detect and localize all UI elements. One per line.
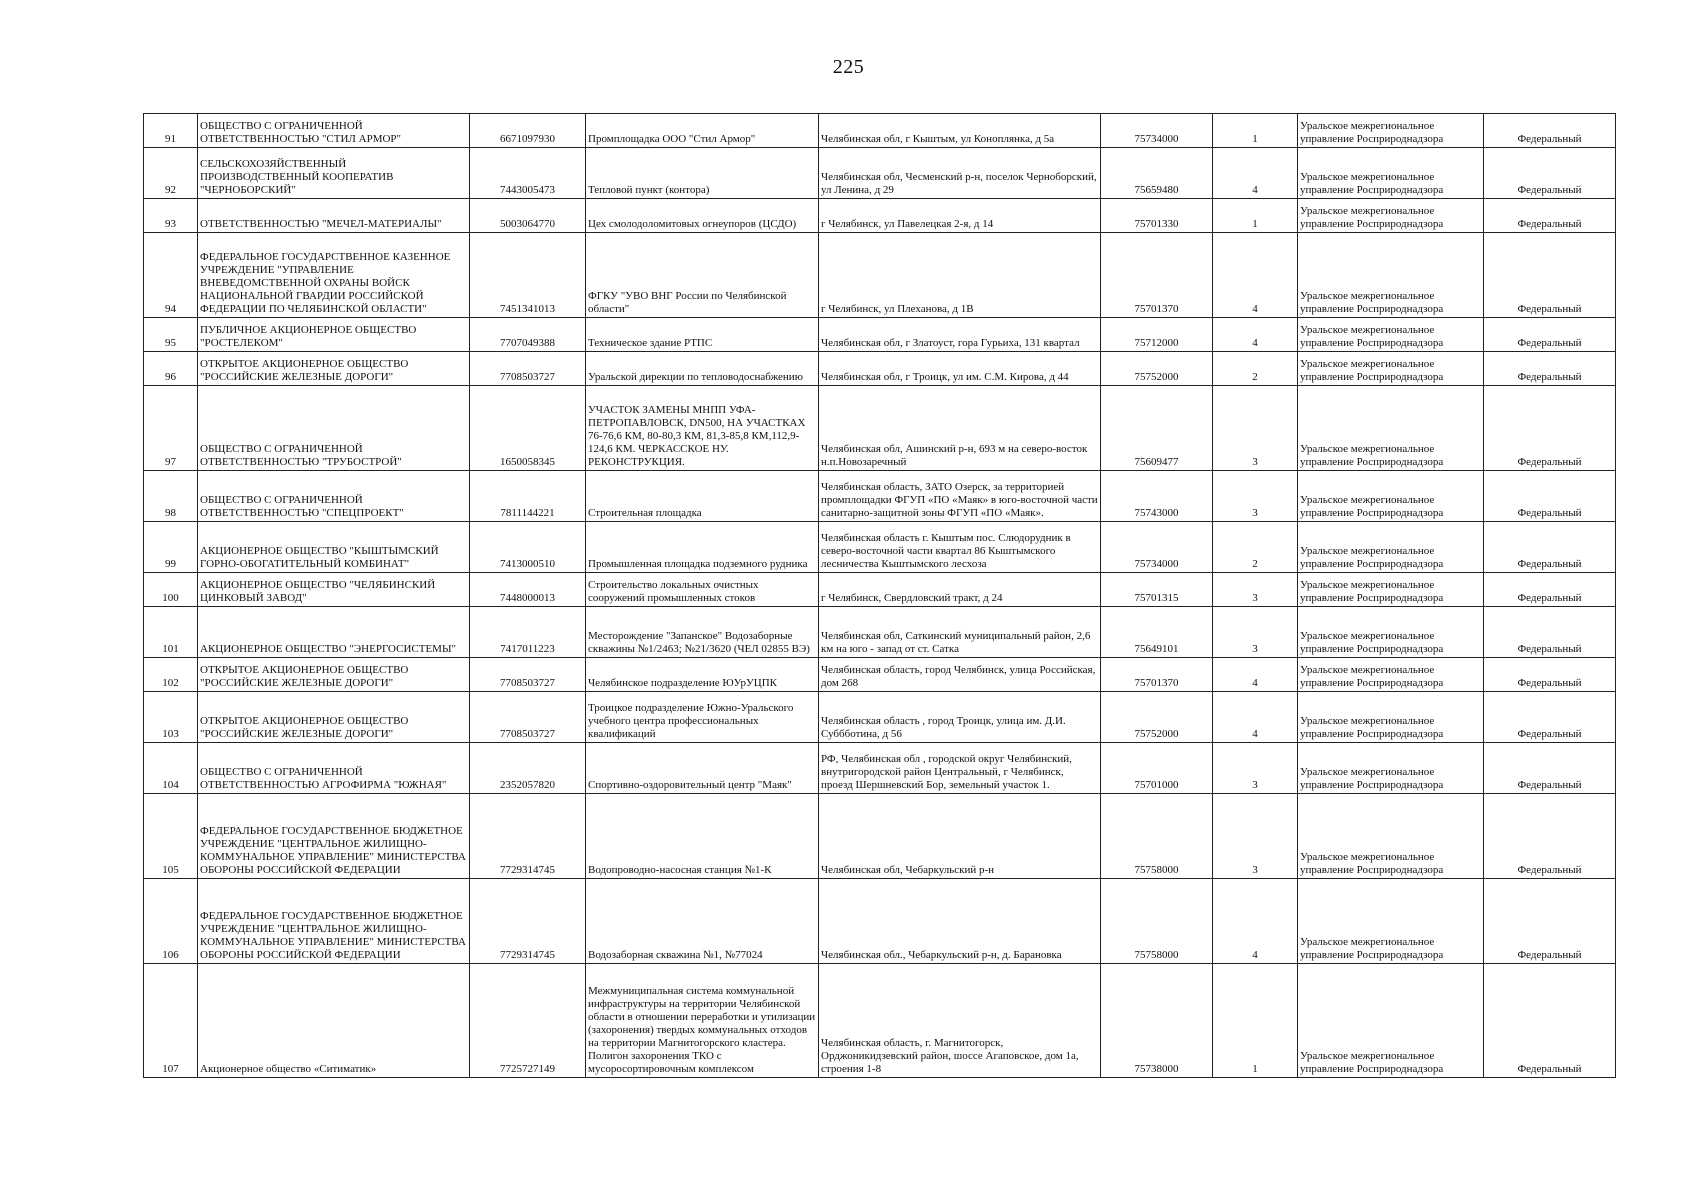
oktmo-code: 75701370 xyxy=(1101,658,1213,692)
inn: 7417011223 xyxy=(470,607,586,658)
oktmo-code: 75609477 xyxy=(1101,386,1213,471)
row-number: 106 xyxy=(144,879,198,964)
object-address: Челябинская область, ЗАТО Озерск, за территорией промплощадки ФГУП «ПО «Маяк» в юго-восточной части санитарно-защитной зоны ФГУП «ПО «Маяк». xyxy=(819,471,1101,522)
row-number: 93 xyxy=(144,199,198,233)
inn: 7448000013 xyxy=(470,573,586,607)
object-name: Тепловой пункт (контора) xyxy=(586,148,819,199)
supervisory-agency: Уральское межрегиональное управление Росприроднадзора xyxy=(1298,233,1484,318)
object-address: Челябинская область г. Кыштым пос. Слюдорудник в северо-восточной части квартал 86 Кыштымского лесничества Кыштымского лесхоза xyxy=(819,522,1101,573)
supervision-level: Федеральный xyxy=(1484,692,1616,743)
supervision-level: Федеральный xyxy=(1484,879,1616,964)
supervisory-agency: Уральское межрегиональное управление Росприроднадзора xyxy=(1298,607,1484,658)
organization-name: ФЕДЕРАЛЬНОЕ ГОСУДАРСТВЕННОЕ БЮДЖЕТНОЕ УЧРЕЖДЕНИЕ "ЦЕНТРАЛЬНОЕ ЖИЛИЩНО-КОММУНАЛЬНОЕ УПРАВЛЕНИЕ" МИНИСТЕРСТВА ОБОРОНЫ РОССИЙСКОЙ ФЕДЕРАЦИИ xyxy=(198,794,470,879)
row-number: 98 xyxy=(144,471,198,522)
row-number: 97 xyxy=(144,386,198,471)
oktmo-code: 75734000 xyxy=(1101,114,1213,148)
row-number: 101 xyxy=(144,607,198,658)
supervisory-agency: Уральское межрегиональное управление Росприроднадзора xyxy=(1298,199,1484,233)
risk-category: 2 xyxy=(1213,522,1298,573)
object-address: Челябинская обл, г Троицк, ул им. С.М. Кирова, д 44 xyxy=(819,352,1101,386)
object-address: Челябинская обл, г Златоуст, гора Гурьиха, 131 квартал xyxy=(819,318,1101,352)
row-number: 107 xyxy=(144,964,198,1078)
table-row xyxy=(144,318,1616,352)
supervisory-agency: Уральское межрегиональное управление Росприроднадзора xyxy=(1298,573,1484,607)
supervision-level: Федеральный xyxy=(1484,658,1616,692)
supervision-level: Федеральный xyxy=(1484,964,1616,1078)
supervision-level: Федеральный xyxy=(1484,522,1616,573)
object-address: Челябинская область, город Челябинск, улица Российская, дом 268 xyxy=(819,658,1101,692)
inn: 7729314745 xyxy=(470,794,586,879)
risk-category: 4 xyxy=(1213,148,1298,199)
object-address: г Челябинск, ул Плеханова, д 1В xyxy=(819,233,1101,318)
inn: 2352057820 xyxy=(470,743,586,794)
page-number: 225 xyxy=(832,56,865,78)
oktmo-code: 75659480 xyxy=(1101,148,1213,199)
supervision-level: Федеральный xyxy=(1484,199,1616,233)
row-number: 100 xyxy=(144,573,198,607)
inn: 7707049388 xyxy=(470,318,586,352)
organization-name: АКЦИОНЕРНОЕ ОБЩЕСТВО "ЧЕЛЯБИНСКИЙ ЦИНКОВЫЙ ЗАВОД" xyxy=(198,573,470,607)
row-number: 105 xyxy=(144,794,198,879)
risk-category: 1 xyxy=(1213,964,1298,1078)
row-number: 99 xyxy=(144,522,198,573)
object-address: Челябинская обл, Саткинский муниципальный район, 2,6 км на юго - запад от ст. Сатка xyxy=(819,607,1101,658)
object-name: Межмуниципальная система коммунальной инфраструктуры на территории Челябинской области в отношении переработки и утилизации (захоронения) твердых коммунальных отходов на территории Магнитогорского кластера. Полигон захоронения ТКО с мусоросортировочным комплексом xyxy=(586,964,819,1078)
oktmo-code: 75701370 xyxy=(1101,233,1213,318)
object-name: Спортивно-оздоровительный центр "Маяк" xyxy=(586,743,819,794)
object-address: Челябинская область, г. Магнитогорск, Орджоникидзевский район, шоссе Агаповское, дом 1а, строения 1-8 xyxy=(819,964,1101,1078)
table-row xyxy=(144,522,1616,573)
risk-category: 1 xyxy=(1213,199,1298,233)
risk-category: 3 xyxy=(1213,471,1298,522)
risk-category: 3 xyxy=(1213,386,1298,471)
object-address: РФ, Челябинская обл , городской округ Челябинский, внутригородской район Центральный, г Челябинск, проезд Шершневский Бор, земельный участок 1. xyxy=(819,743,1101,794)
object-name: Промплощадка ООО "Стил Армор" xyxy=(586,114,819,148)
table-row xyxy=(144,879,1616,964)
oktmo-code: 75758000 xyxy=(1101,879,1213,964)
object-name: Месторождение "Запанское" Водозаборные скважины №1/2463; №21/3620 (ЧЕЛ 02855 ВЭ) xyxy=(586,607,819,658)
object-address: г Челябинск, Свердловский тракт, д 24 xyxy=(819,573,1101,607)
supervision-level: Федеральный xyxy=(1484,318,1616,352)
risk-category: 3 xyxy=(1213,607,1298,658)
object-name: Техническое здание РТПС xyxy=(586,318,819,352)
organization-name: ОБЩЕСТВО С ОГРАНИЧЕННОЙ ОТВЕТСТВЕННОСТЬЮ "ТРУБОСТРОЙ" xyxy=(198,386,470,471)
object-address: Челябинская обл, Ашинский р-н, 693 м на северо-восток н.п.Новозаречный xyxy=(819,386,1101,471)
supervisory-agency: Уральское межрегиональное управление Росприроднадзора xyxy=(1298,114,1484,148)
organization-name: ОБЩЕСТВО С ОГРАНИЧЕННОЙ ОТВЕТСТВЕННОСТЬЮ "СТИЛ АРМОР" xyxy=(198,114,470,148)
oktmo-code: 75738000 xyxy=(1101,964,1213,1078)
organization-name: ПУБЛИЧНОЕ АКЦИОНЕРНОЕ ОБЩЕСТВО "РОСТЕЛЕКОМ" xyxy=(198,318,470,352)
object-name: Челябинское подразделение ЮУрУЦПК xyxy=(586,658,819,692)
risk-category: 4 xyxy=(1213,233,1298,318)
inn: 7413000510 xyxy=(470,522,586,573)
organization-name: ОТКРЫТОЕ АКЦИОНЕРНОЕ ОБЩЕСТВО "РОССИЙСКИЕ ЖЕЛЕЗНЫЕ ДОРОГИ" xyxy=(198,658,470,692)
inn: 5003064770 xyxy=(470,199,586,233)
table-row xyxy=(144,148,1616,199)
organization-name: ОТКРЫТОЕ АКЦИОНЕРНОЕ ОБЩЕСТВО "РОССИЙСКИЕ ЖЕЛЕЗНЫЕ ДОРОГИ" xyxy=(198,692,470,743)
table-row xyxy=(144,199,1616,233)
row-number: 103 xyxy=(144,692,198,743)
object-address: Челябинская обл, г Кыштым, ул Коноплянка, д 5а xyxy=(819,114,1101,148)
table-row xyxy=(144,114,1616,148)
risk-category: 3 xyxy=(1213,573,1298,607)
registry-table xyxy=(143,113,1616,1078)
row-number: 91 xyxy=(144,114,198,148)
table-row xyxy=(144,743,1616,794)
inn: 7443005473 xyxy=(470,148,586,199)
risk-category: 4 xyxy=(1213,879,1298,964)
inn: 7725727149 xyxy=(470,964,586,1078)
row-number: 95 xyxy=(144,318,198,352)
table-row xyxy=(144,352,1616,386)
risk-category: 4 xyxy=(1213,658,1298,692)
organization-name: ОБЩЕСТВО С ОГРАНИЧЕННОЙ ОТВЕТСТВЕННОСТЬЮ "СПЕЦПРОЕКТ" xyxy=(198,471,470,522)
object-name: Промышленная площадка подземного рудника xyxy=(586,522,819,573)
object-name: Строительство локальных очистных сооружений промышленных стоков xyxy=(586,573,819,607)
supervisory-agency: Уральское межрегиональное управление Росприроднадзора xyxy=(1298,658,1484,692)
organization-name: АКЦИОНЕРНОЕ ОБЩЕСТВО "ЭНЕРГОСИСТЕМЫ" xyxy=(198,607,470,658)
table-row xyxy=(144,964,1616,1078)
object-name: Троицкое подразделение Южно-Уральского учебного центра профессиональных квалификаций xyxy=(586,692,819,743)
supervisory-agency: Уральское межрегиональное управление Росприроднадзора xyxy=(1298,964,1484,1078)
table-row xyxy=(144,658,1616,692)
inn: 1650058345 xyxy=(470,386,586,471)
oktmo-code: 75758000 xyxy=(1101,794,1213,879)
inn: 7451341013 xyxy=(470,233,586,318)
object-name: ФГКУ "УВО ВНГ России по Челябинской области" xyxy=(586,233,819,318)
supervisory-agency: Уральское межрегиональное управление Росприроднадзора xyxy=(1298,386,1484,471)
inn: 6671097930 xyxy=(470,114,586,148)
organization-name: ФЕДЕРАЛЬНОЕ ГОСУДАРСТВЕННОЕ БЮДЖЕТНОЕ УЧРЕЖДЕНИЕ "ЦЕНТРАЛЬНОЕ ЖИЛИЩНО-КОММУНАЛЬНОЕ УПРАВЛЕНИЕ" МИНИСТЕРСТВА ОБОРОНЫ РОССИЙСКОЙ ФЕДЕРАЦИИ xyxy=(198,879,470,964)
object-address: Челябинская обл, Чебаркульский р-н xyxy=(819,794,1101,879)
supervision-level: Федеральный xyxy=(1484,386,1616,471)
supervision-level: Федеральный xyxy=(1484,114,1616,148)
oktmo-code: 75649101 xyxy=(1101,607,1213,658)
risk-category: 2 xyxy=(1213,352,1298,386)
object-name: Строительная площадка xyxy=(586,471,819,522)
oktmo-code: 75752000 xyxy=(1101,692,1213,743)
inn: 7708503727 xyxy=(470,658,586,692)
supervisory-agency: Уральское межрегиональное управление Росприроднадзора xyxy=(1298,352,1484,386)
oktmo-code: 75743000 xyxy=(1101,471,1213,522)
supervision-level: Федеральный xyxy=(1484,743,1616,794)
supervisory-agency: Уральское межрегиональное управление Росприроднадзора xyxy=(1298,318,1484,352)
table-row xyxy=(144,233,1616,318)
supervision-level: Федеральный xyxy=(1484,352,1616,386)
object-name: Водозаборная скважина №1, №77024 xyxy=(586,879,819,964)
organization-name: Акционерное общество «Ситиматик» xyxy=(198,964,470,1078)
supervisory-agency: Уральское межрегиональное управление Росприроднадзора xyxy=(1298,879,1484,964)
table-row xyxy=(144,386,1616,471)
inn: 7729314745 xyxy=(470,879,586,964)
supervisory-agency: Уральское межрегиональное управление Росприроднадзора xyxy=(1298,692,1484,743)
oktmo-code: 75701000 xyxy=(1101,743,1213,794)
row-number: 92 xyxy=(144,148,198,199)
table-row xyxy=(144,607,1616,658)
supervision-level: Федеральный xyxy=(1484,148,1616,199)
object-address: Челябинская обл, Чесменский р-н, поселок Черноборский, ул Ленина, д 29 xyxy=(819,148,1101,199)
supervision-level: Федеральный xyxy=(1484,794,1616,879)
oktmo-code: 75734000 xyxy=(1101,522,1213,573)
registry-rows xyxy=(144,114,1616,1078)
object-name: Водопроводно-насосная станция №1-К xyxy=(586,794,819,879)
table-row xyxy=(144,794,1616,879)
organization-name: ОТВЕТСТВЕННОСТЬЮ "МЕЧЕЛ-МАТЕРИАЛЫ" xyxy=(198,199,470,233)
table-row xyxy=(144,692,1616,743)
risk-category: 3 xyxy=(1213,794,1298,879)
supervisory-agency: Уральское межрегиональное управление Росприроднадзора xyxy=(1298,794,1484,879)
table-row xyxy=(144,471,1616,522)
object-address: Челябинская обл., Чебаркульский р-н, д. Барановка xyxy=(819,879,1101,964)
organization-name: СЕЛЬСКОХОЗЯЙСТВЕННЫЙ ПРОИЗВОДСТВЕННЫЙ КООПЕРАТИВ "ЧЕРНОБОРСКИЙ" xyxy=(198,148,470,199)
row-number: 96 xyxy=(144,352,198,386)
object-name: УЧАСТОК ЗАМЕНЫ МНПП УФА-ПЕТРОПАВЛОВСК, DN500, НА УЧАСТКАХ 76-76,6 КМ, 80-80,3 КМ, 81,3-85,8 КМ,112,9-124,6 КМ. ЧЕРКАССКОЕ НУ. РЕКОНСТРУКЦИЯ. xyxy=(586,386,819,471)
organization-name: АКЦИОНЕРНОЕ ОБЩЕСТВО "КЫШТЫМСКИЙ ГОРНО-ОБОГАТИТЕЛЬНЫЙ КОМБИНАТ" xyxy=(198,522,470,573)
supervision-level: Федеральный xyxy=(1484,233,1616,318)
object-address: г Челябинск, ул Павелецкая 2-я, д 14 xyxy=(819,199,1101,233)
oktmo-code: 75701330 xyxy=(1101,199,1213,233)
risk-category: 1 xyxy=(1213,114,1298,148)
risk-category: 4 xyxy=(1213,318,1298,352)
row-number: 104 xyxy=(144,743,198,794)
supervision-level: Федеральный xyxy=(1484,573,1616,607)
object-address: Челябинская область , город Троицк, улица им. Д.И. Суббботина, д 56 xyxy=(819,692,1101,743)
object-name: Уральской дирекции по тепловодоснабжению xyxy=(586,352,819,386)
organization-name: ФЕДЕРАЛЬНОЕ ГОСУДАРСТВЕННОЕ КАЗЕННОЕ УЧРЕЖДЕНИЕ "УПРАВЛЕНИЕ ВНЕВЕДОМСТВЕННОЙ ОХРАНЫ ВОЙСК НАЦИОНАЛЬНОЙ ГВАРДИИ РОССИЙСКОЙ ФЕДЕРАЦИИ ПО ЧЕЛЯБИНСКОЙ ОБЛАСТИ" xyxy=(198,233,470,318)
risk-category: 4 xyxy=(1213,692,1298,743)
organization-name: ОБЩЕСТВО С ОГРАНИЧЕННОЙ ОТВЕТСТВЕННОСТЬЮ АГРОФИРМА "ЮЖНАЯ" xyxy=(198,743,470,794)
row-number: 94 xyxy=(144,233,198,318)
inn: 7708503727 xyxy=(470,352,586,386)
risk-category: 3 xyxy=(1213,743,1298,794)
supervision-level: Федеральный xyxy=(1484,607,1616,658)
row-number: 102 xyxy=(144,658,198,692)
supervision-level: Федеральный xyxy=(1484,471,1616,522)
supervisory-agency: Уральское межрегиональное управление Росприроднадзора xyxy=(1298,743,1484,794)
oktmo-code: 75752000 xyxy=(1101,352,1213,386)
organization-name: ОТКРЫТОЕ АКЦИОНЕРНОЕ ОБЩЕСТВО "РОССИЙСКИЕ ЖЕЛЕЗНЫЕ ДОРОГИ" xyxy=(198,352,470,386)
oktmo-code: 75701315 xyxy=(1101,573,1213,607)
table-row xyxy=(144,573,1616,607)
inn: 7708503727 xyxy=(470,692,586,743)
oktmo-code: 75712000 xyxy=(1101,318,1213,352)
supervisory-agency: Уральское межрегиональное управление Росприроднадзора xyxy=(1298,522,1484,573)
supervisory-agency: Уральское межрегиональное управление Росприроднадзора xyxy=(1298,471,1484,522)
inn: 7811144221 xyxy=(470,471,586,522)
supervisory-agency: Уральское межрегиональное управление Росприроднадзора xyxy=(1298,148,1484,199)
object-name: Цех смолодоломитовых огнеупоров (ЦСДО) xyxy=(586,199,819,233)
